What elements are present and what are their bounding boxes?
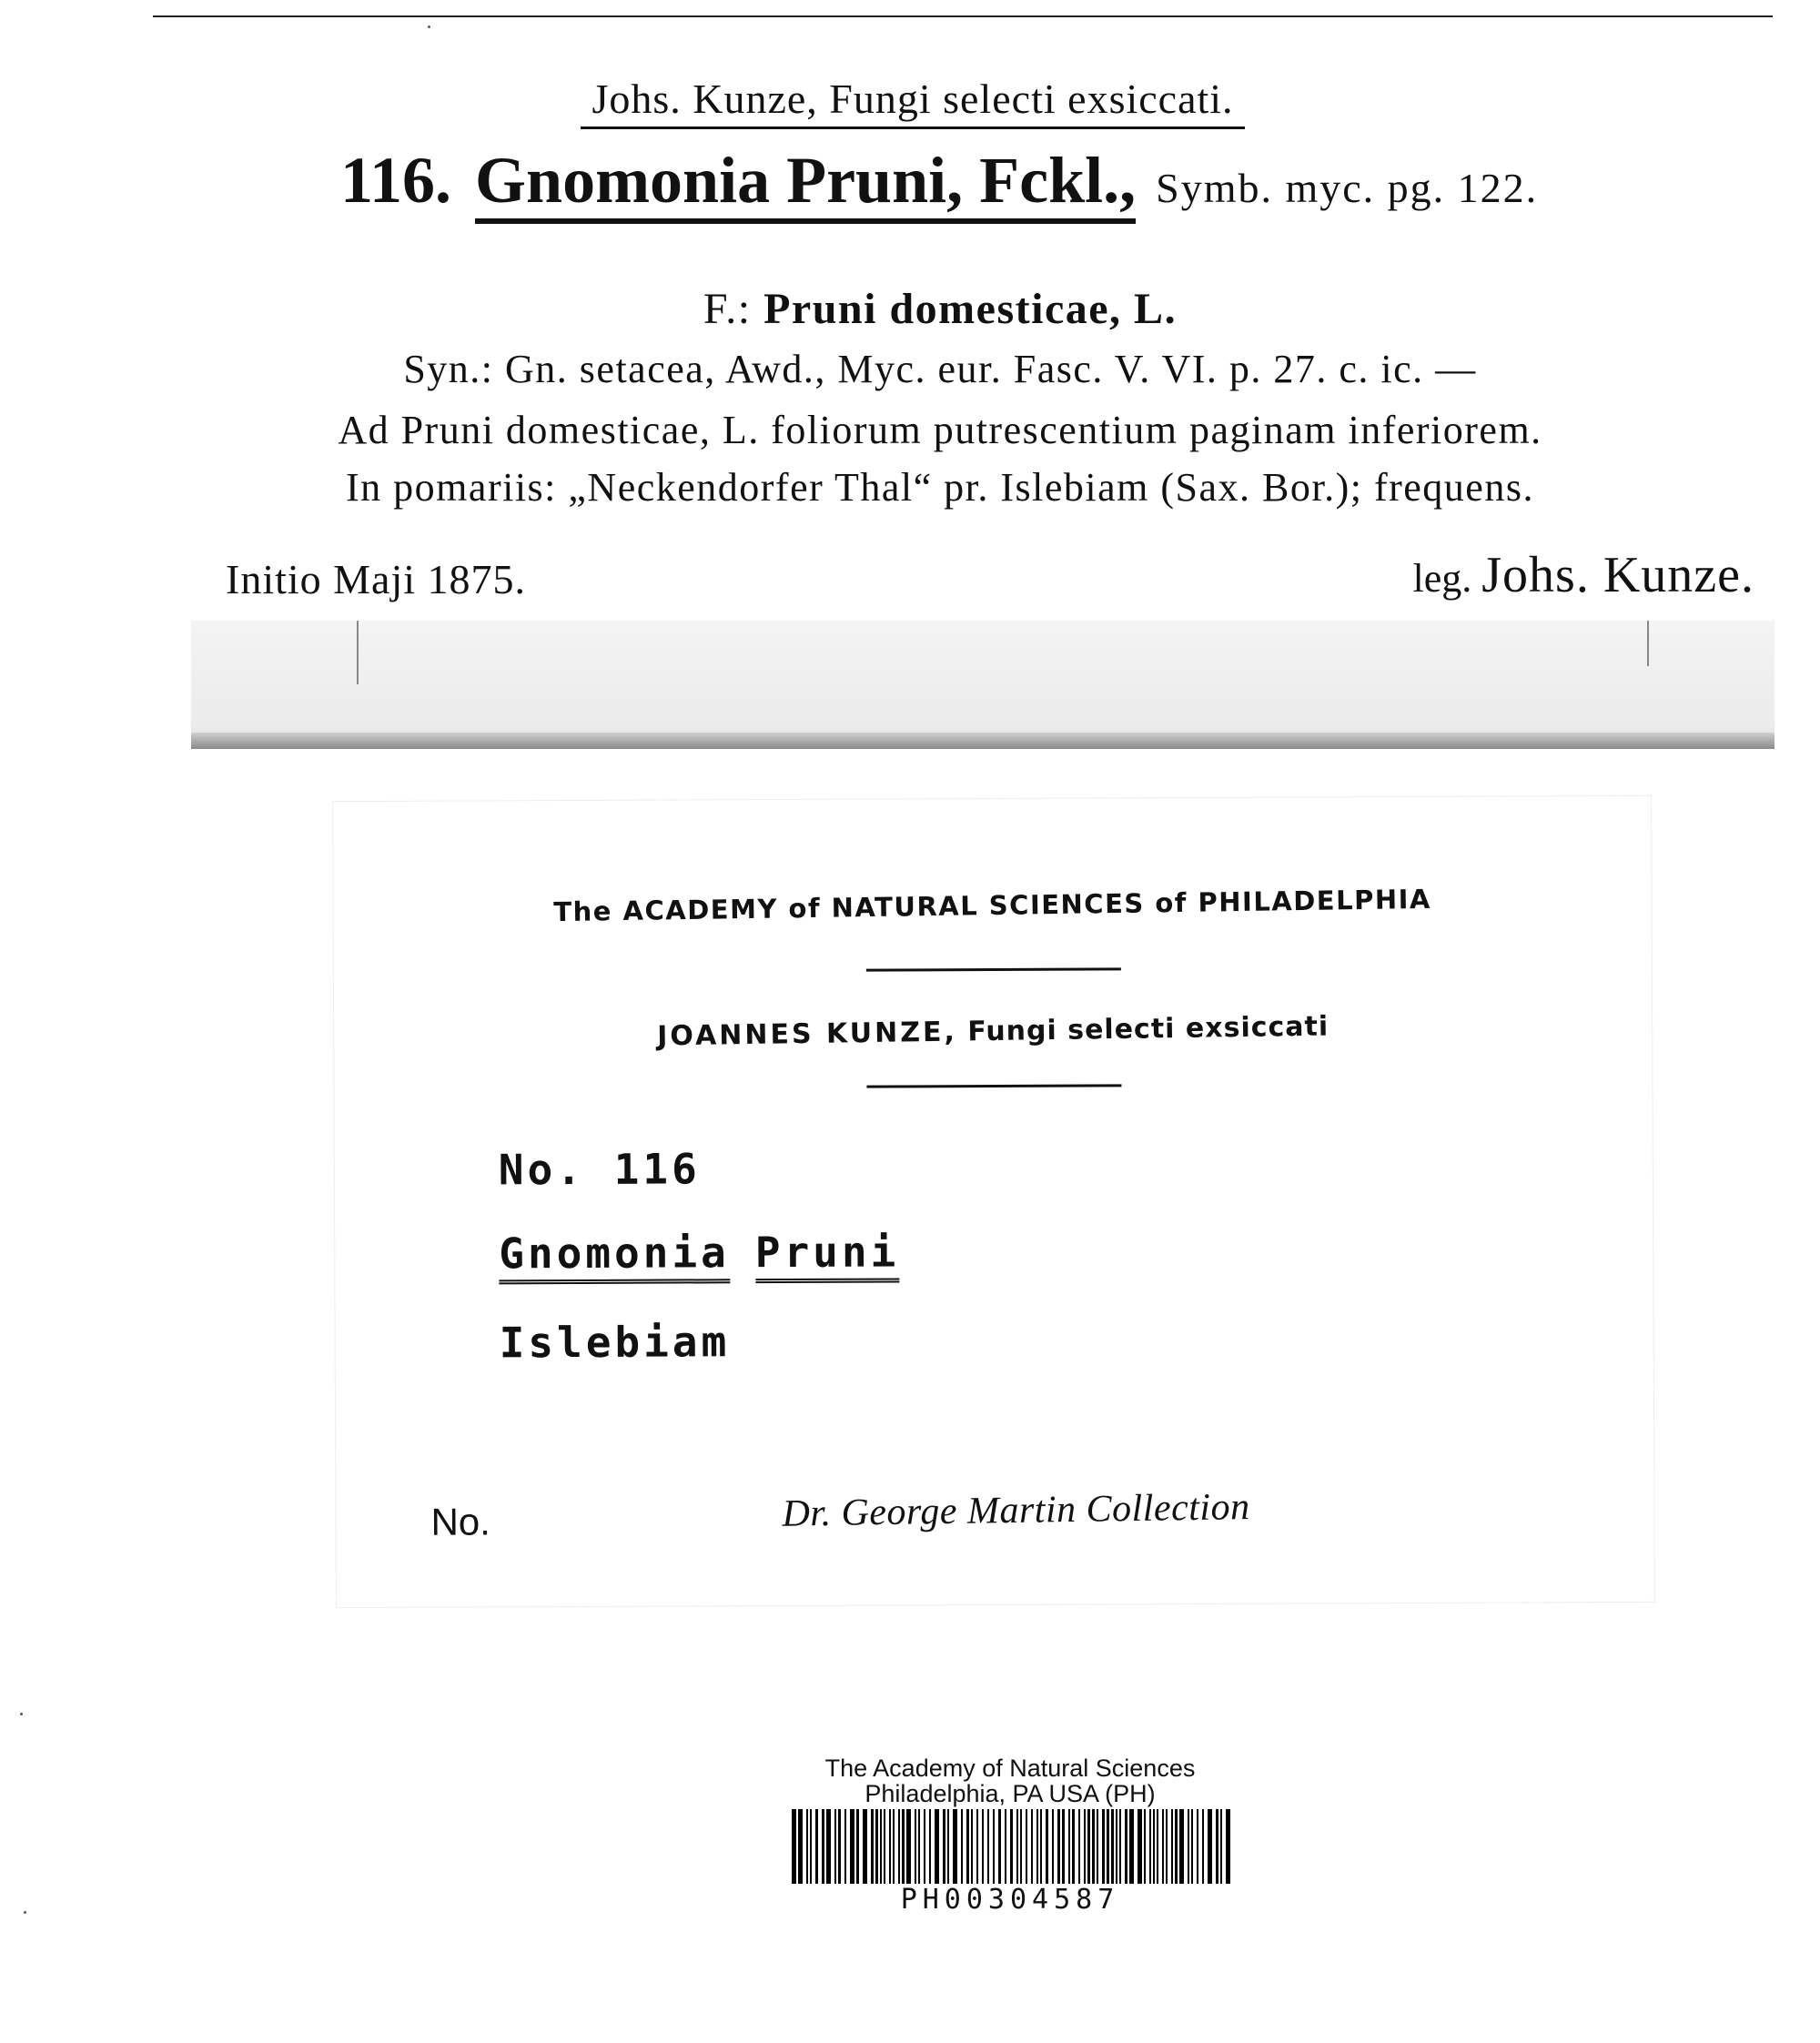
series-author: JOANNES KUNZE, (656, 1016, 958, 1053)
divider (866, 1084, 1121, 1087)
epithet-name: Pruni (755, 1227, 900, 1283)
locality-line: In pomariis: „Neckendorfer Thal“ pr. Islebiam (Sax. Bor.); frequens. (346, 465, 1534, 510)
collection-name: Dr. George Martin Collection (782, 1486, 1250, 1535)
synonym-line: Syn.: Gn. setacea, Awd., Myc. eur. Fasc. V. VI. p. 27. c. ic. — (403, 347, 1477, 391)
barcode-bars (790, 1809, 1236, 1884)
host-line (107, 284, 1773, 334)
academy-label (333, 796, 1654, 1607)
taxon-title (340, 143, 1538, 224)
institution-name: The ACADEMY of NATURAL SCIENCES of PHILADELPHIA (553, 883, 1432, 928)
collection-date: Initio Maji 1875. (226, 556, 527, 602)
envelope (191, 619, 1774, 746)
envelope-shadow (191, 733, 1774, 749)
barcode-number: PH00304587 (900, 1884, 1120, 1916)
exsiccata-label (107, 20, 1773, 621)
speck (24, 1911, 26, 1914)
speck (428, 25, 430, 28)
top-rule (153, 15, 1773, 17)
locality: Islebiam (499, 1317, 731, 1368)
series-header-text: Johs. Kunze, Fungi selecti exsiccati. (581, 75, 1244, 129)
series-header (107, 75, 1773, 129)
collector-prefix: leg. (1412, 556, 1472, 601)
host-prefix: F.: (703, 285, 752, 333)
barcode-institution: The Academy of Natural Sciences (824, 1755, 1196, 1782)
host-name: Pruni domesticae, L. (763, 285, 1178, 333)
barcode-location: Philadelphia, PA USA (PH) (864, 1780, 1156, 1807)
exsiccata-number: 116. (340, 144, 452, 217)
envelope-fold-left (357, 621, 359, 684)
collector-name: Johs. Kunze. (1481, 547, 1754, 603)
collector-line (1412, 546, 1754, 604)
specimen-number: No. 116 (498, 1144, 701, 1195)
divider (866, 967, 1121, 971)
taxon-reference: Symb. myc. pg. 122. (1156, 165, 1539, 211)
footer-number-label: No. (430, 1500, 490, 1543)
genus-name: Gnomonia (499, 1228, 730, 1284)
envelope-fold-right (1647, 621, 1649, 666)
substrate-line: Ad Pruni domesticae, L. foliorum putrescentium paginam inferiorem. (338, 408, 1542, 452)
species-name (499, 1227, 899, 1284)
speck (20, 1713, 23, 1715)
barcode-label (728, 1745, 1292, 1916)
series-name (334, 1006, 1652, 1057)
series-title: Fungi selecti exsiccati (967, 1010, 1330, 1048)
taxon-name: Gnomonia Pruni, Fckl., (475, 143, 1136, 224)
